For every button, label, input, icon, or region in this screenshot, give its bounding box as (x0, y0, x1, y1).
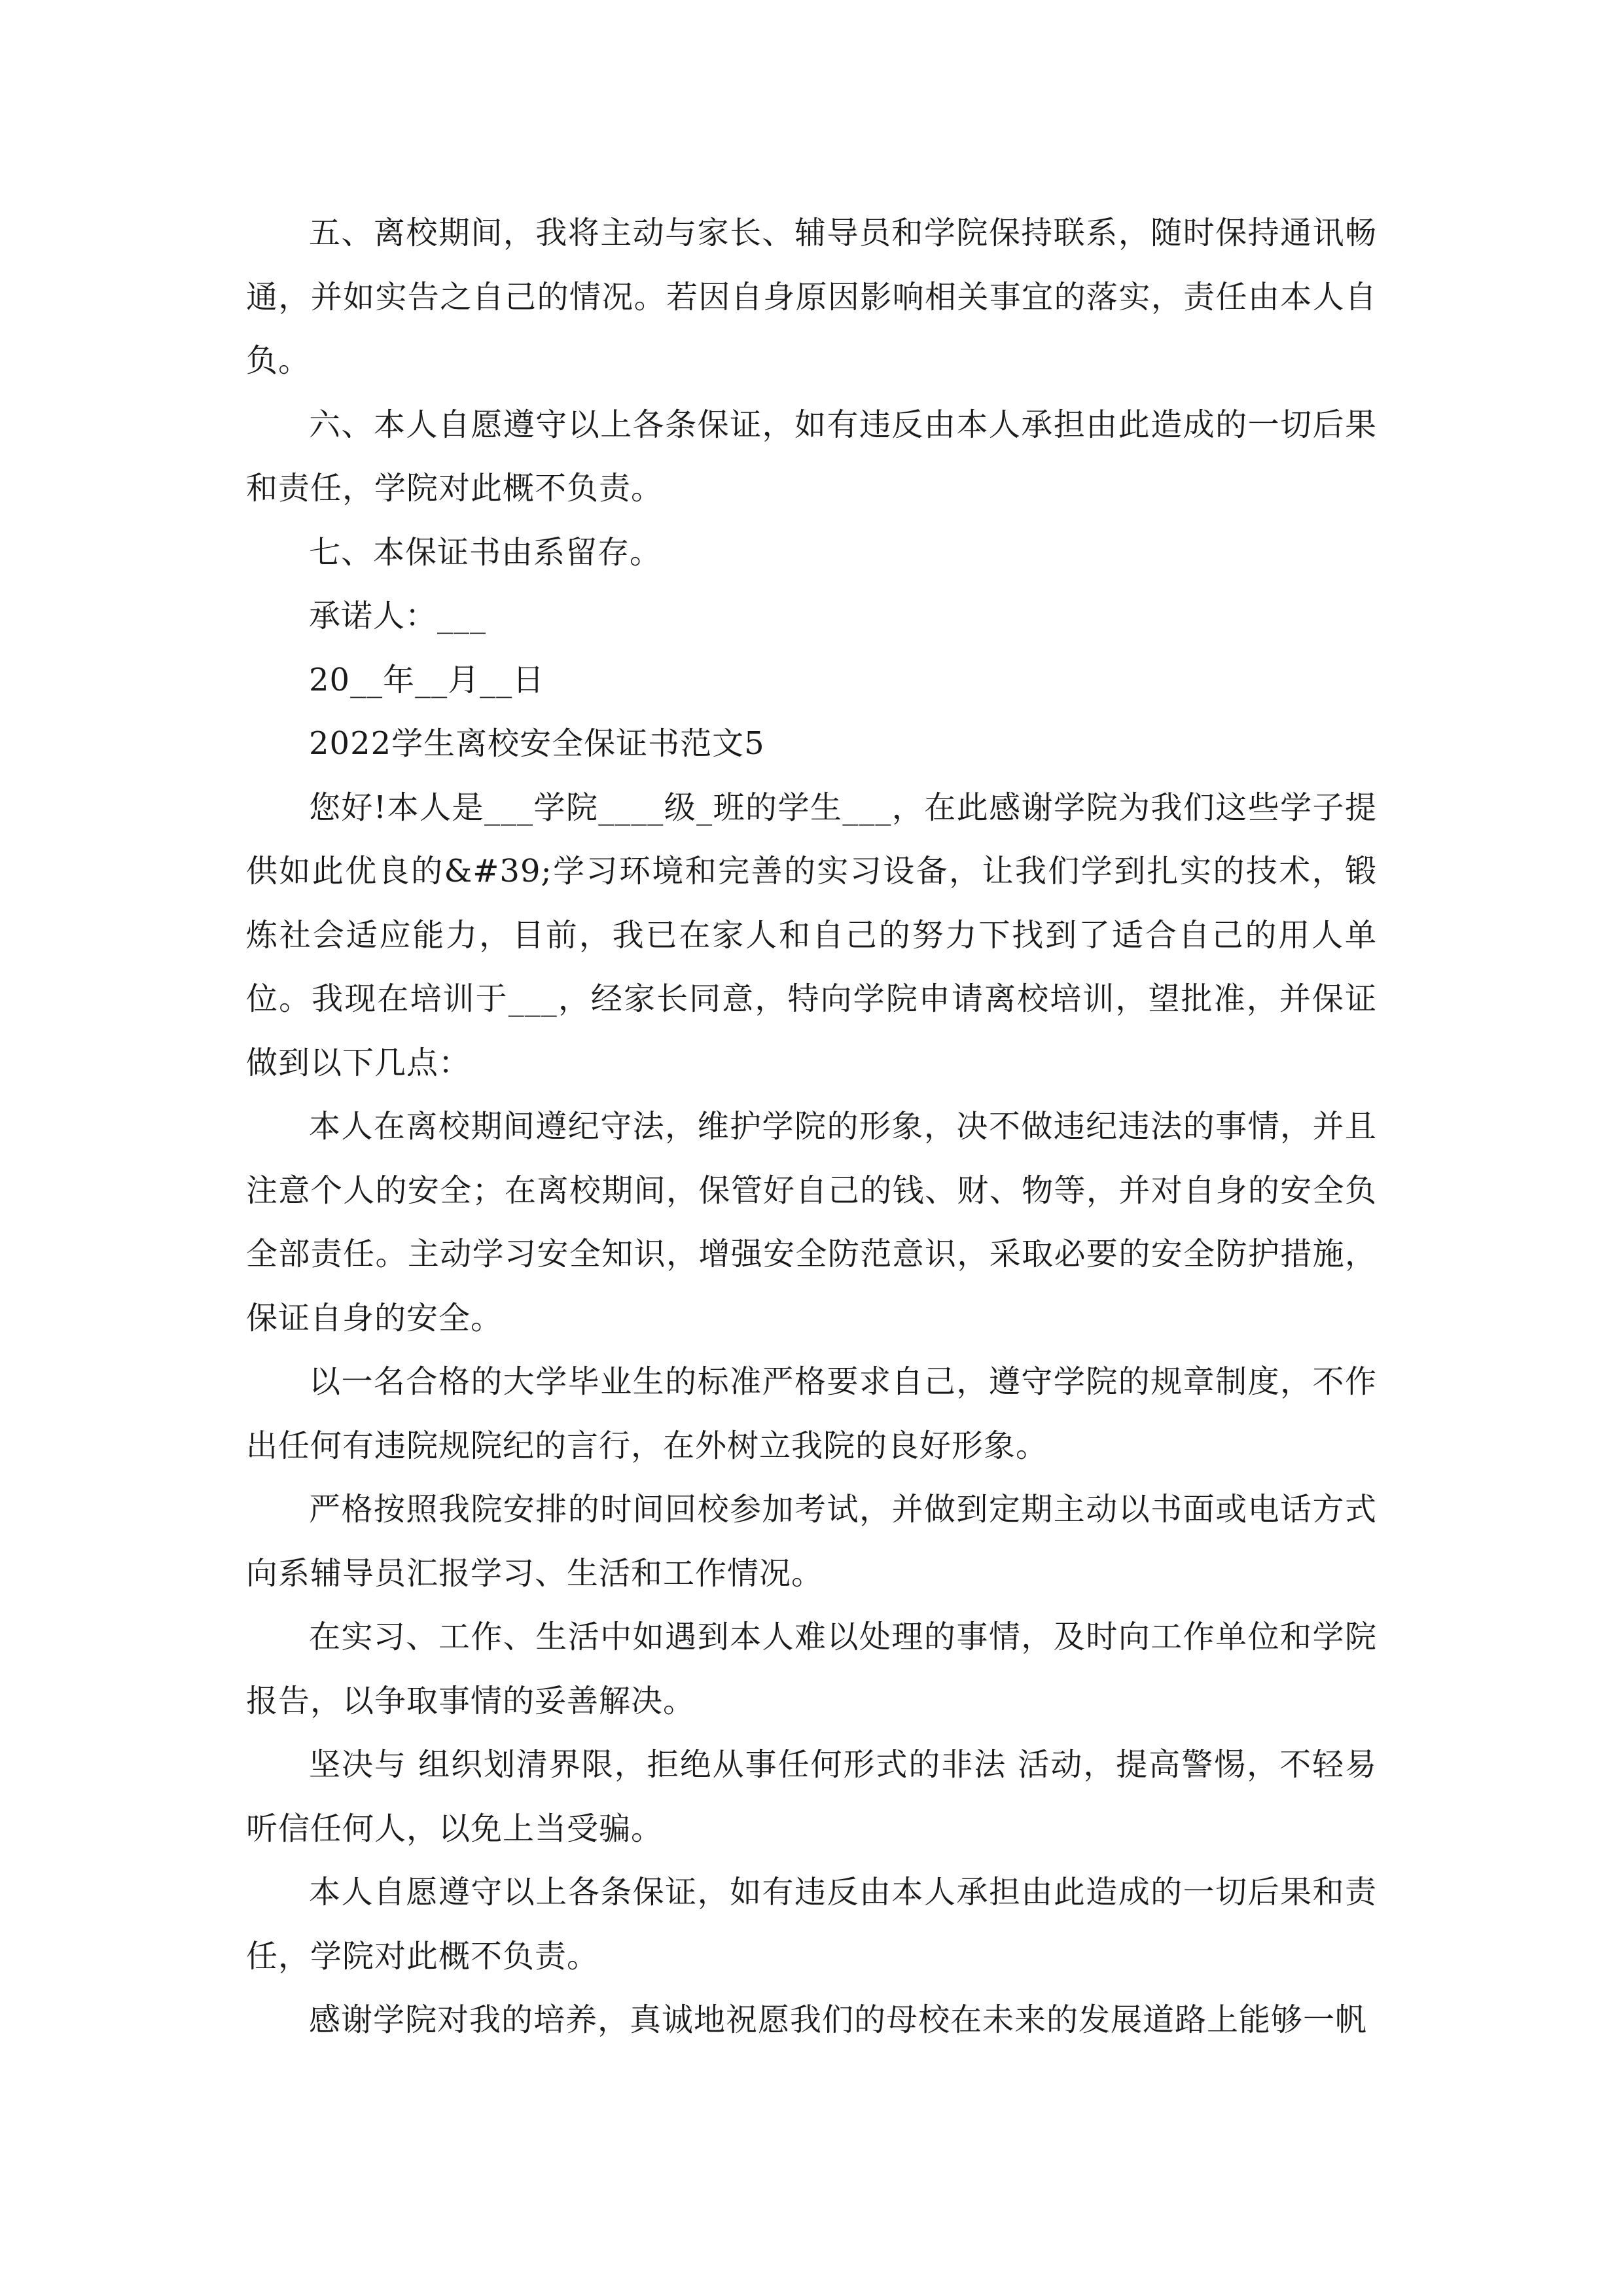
paragraph-item-6: 六、本人自愿遵守以上各条保证，如有违反由本人承担由此造成的一切后果和责任，学院对此概不负责。 (246, 406, 1377, 507)
paragraph-thanks: 感谢学院对我的培养，真诚地祝愿我们的母校在未来的发展道路上能够一帆 (309, 2001, 1368, 2038)
document-body (246, 202, 1377, 2053)
paragraph-item-7: 七、本保证书由系留存。 (309, 533, 662, 571)
paragraph-item-5: 五、离校期间，我将主动与家长、辅导员和学院保持联系，随时保持通讯畅通，并如实告之自己的情况。若因自身原因影响相关事宜的落实，责任由本人自负。 (246, 215, 1377, 379)
paragraph-report: 在实习、工作、生活中如遇到本人难以处理的事情，及时向工作单位和学院报告，以争取事情的妥善解决。 (246, 1619, 1377, 1719)
signature-line: 承诺人：___ (309, 598, 487, 634)
paragraph-vigilance: 坚决与 组织划清界限，拒绝从事任何形式的非法 活动，提高警惕，不轻易听信任何人，以免上当受骗。 (246, 1746, 1377, 1847)
greeting-paragraph: 您好!本人是___学院____级_班的学生___，在此感谢学院为我们这些学子提供如此优良的&#39;学习环境和完善的实习设备，让我们学到扎实的技术，锻炼社会适应能力，目前，我已在家人和自己的努力下找到了适合自己的用人单位。我现在培训于___，经家长同意，特向学院申请离校培训，望批准，并保证做到以下几点： (246, 789, 1377, 1081)
paragraph-safety: 本人在离校期间遵纪守法，维护学院的形象，决不做违纪违法的事情，并且注意个人的安全；在离校期间，保管好自己的钱、财、物等，并对自身的安全负全部责任。主动学习安全知识，增强安全防范意识，采取必要的安全防护措施，保证自身的安全。 (246, 1108, 1377, 1336)
section-title: 2022学生离校安全保证书范文5 (309, 725, 765, 762)
date-line: 20__年__月__日 (309, 661, 545, 698)
paragraph-discipline: 以一名合格的大学毕业生的标准严格要求自己，遵守学院的规章制度，不作出任何有违院规院纪的言行，在外树立我院的良好形象。 (246, 1363, 1377, 1464)
paragraph-exams: 严格按照我院安排的时间回校参加考试，并做到定期主动以书面或电话方式向系辅导员汇报学习、生活和工作情况。 (246, 1491, 1377, 1592)
paragraph-responsibility: 本人自愿遵守以上各条保证，如有违反由本人承担由此造成的一切后果和责任，学院对此概不负责。 (246, 1874, 1377, 1975)
